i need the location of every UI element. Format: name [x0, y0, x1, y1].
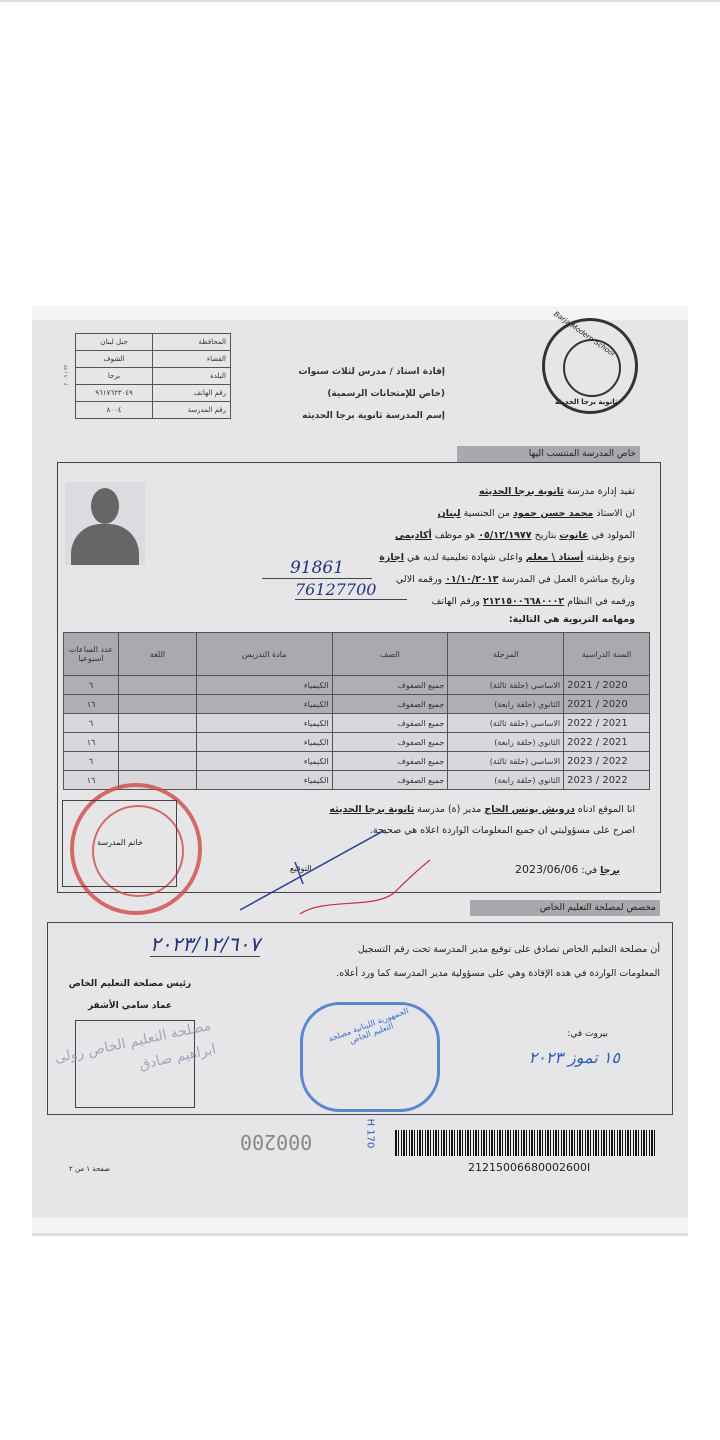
phone-handwritten: 76127700: [295, 580, 407, 600]
stamp-number: 000200: [240, 1130, 313, 1154]
logo-text-ar: ثانوية برجا الحديثة: [555, 398, 618, 406]
info-label: المحافظة: [153, 334, 231, 351]
duties-cell: الاساسي (حلقة ثالثة): [448, 714, 564, 733]
duties-cell: الثانوي (حلقة رابعة): [448, 771, 564, 790]
duties-cell: [118, 695, 196, 714]
duties-cell: جميع الصفوف: [332, 695, 448, 714]
info-value: الشوف: [76, 351, 153, 368]
duties-cell: الاساسي (حلقة ثالثة): [448, 752, 564, 771]
duties-cell: 2022 / 2023: [564, 771, 650, 790]
signature-label: التوقيع: [290, 864, 312, 873]
duties-cell: ٦: [64, 752, 119, 771]
section-school-tab: خاص المدرسة المنتسب اليها: [457, 446, 640, 462]
duties-cell: ١٦: [64, 695, 119, 714]
duties-header: مادة التدريس: [196, 633, 332, 676]
duties-cell: الثانوي (حلقة رابعة): [448, 733, 564, 752]
duties-cell: جميع الصفوف: [332, 752, 448, 771]
duties-cell: الكيمياء: [196, 771, 332, 790]
government-stamp-text: الجمهورية اللبنانية مصلحة التعليم الخاص: [327, 1006, 410, 1046]
barcode: [395, 1130, 655, 1156]
school-name-title: إسم المدرسة ثانوية برجا الحديثه: [302, 411, 445, 421]
logo-text-en: Barja Modern School: [552, 309, 617, 359]
duties-cell: الكيمياء: [196, 695, 332, 714]
duties-cell: [118, 752, 196, 771]
duties-cell: ٦: [64, 676, 119, 695]
duties-cell: جميع الصفوف: [332, 714, 448, 733]
form-code: ٣٢ / ٢٠٠٩: [63, 364, 70, 386]
doc-subtitle: (خاص للإمتحانات الرسمية): [327, 389, 445, 399]
barcode-number: 21215006680002600I: [468, 1161, 591, 1174]
beirut-date-label: بيروت في:: [567, 1029, 608, 1039]
duties-header: اللغة: [118, 633, 196, 676]
declaration-line-1: انا الموقع ادناه درويش يونس الحاج مدير (ة) مدرسة ثانوية برجا الحديثه: [329, 804, 635, 815]
duties-cell: الاساسي (حلقة ثالثة): [448, 676, 564, 695]
duties-cell: ٦: [64, 714, 119, 733]
duties-row: [64, 733, 650, 752]
doc-title: إفادة استاذ / مدرس لثلاث سنوات: [298, 367, 445, 377]
head-title: رئيس مصلحة التعليم الخاص: [68, 979, 192, 989]
registration-number-handwritten: ٢٠٢٣/١٢/٦٠٧: [150, 932, 261, 956]
stamp-label: خاتم المدرسة: [97, 838, 143, 847]
info-value: ٩٦١٧٦٢٣٠٤٩: [76, 385, 153, 402]
duties-cell: 2022 / 2023: [564, 752, 650, 771]
info-label: رقم المدرسة: [153, 402, 231, 419]
duties-cell: الثانوي (حلقة رابعة): [448, 695, 564, 714]
body-line-3: المولود في عانوت بتاريخ ٠٥/١٢/١٩٧٧ هو موظف أكاديمي: [395, 530, 635, 541]
duties-header: عدد الساعات اسبوعيا: [64, 633, 119, 676]
duties-cell: 2021 / 2022: [564, 714, 650, 733]
stamp-code: H 170: [364, 1118, 376, 1149]
duties-cell: جميع الصفوف: [332, 676, 448, 695]
duties-header: الصف: [332, 633, 448, 676]
section-private-education-tab: مخصص لمصلحة التعليم الخاص: [470, 900, 660, 916]
beirut-date-handwritten: ١٥ تموز ٢٠٢٣: [528, 1048, 620, 1067]
school-info-table: [75, 333, 231, 419]
duties-cell: [118, 676, 196, 695]
director-signature: [235, 822, 435, 922]
duties-cell: الكيمياء: [196, 752, 332, 771]
info-value: برجا: [76, 368, 153, 385]
info-value: ٨٠٠٤: [76, 402, 153, 419]
status-bar-divider: [0, 0, 720, 2]
body-line-5: وتاريخ مباشرة العمل في المدرسة ٠١/١٠/٢٠١٣ ورقمه الالي: [395, 574, 635, 585]
duties-row: [64, 752, 650, 771]
approval-line-2: المعلومات الواردة في هذه الإفادة وهي على مسؤولية مدير المدرسة كما ورد أعلاه.: [336, 968, 660, 979]
teacher-photo: [65, 482, 145, 565]
duties-cell: 2021 / 2022: [564, 733, 650, 752]
body-line-6: ورقمه في النظام ٢١٢١٥٠٠٦٦٨٠٠٠٢ ورقم الهاتف: [431, 596, 635, 607]
duties-cell: جميع الصفوف: [332, 771, 448, 790]
page-number: صفحة ١ من ٢: [68, 1165, 110, 1173]
body-line-1: تفيد إدارة مدرسة ثانوية برجا الحديثه: [478, 486, 635, 497]
duties-cell: ١٦: [64, 771, 119, 790]
duties-cell: الكيمياء: [196, 733, 332, 752]
body-line-4: ونوع وظيفته أستاذ \ معلم واعلى شهادة تعليمية لديه هي اجازة: [379, 552, 635, 563]
info-label: القضاء: [153, 351, 231, 368]
duties-cell: جميع الصفوف: [332, 733, 448, 752]
body-line-2: ان الاستاذ محمد حسن حمود من الجنسية لبنان: [437, 508, 635, 519]
duties-cell: 2020 / 2021: [564, 676, 650, 695]
head-name: عماد سامي الأشقر: [87, 1001, 173, 1011]
duties-cell: 2020 / 2021: [564, 695, 650, 714]
duties-cell: [118, 733, 196, 752]
duties-cell: الكيمياء: [196, 714, 332, 733]
auto-number-handwritten: 91861: [262, 558, 372, 579]
duties-table: [63, 632, 650, 790]
duties-row: [64, 695, 650, 714]
info-label: البلدة: [153, 368, 231, 385]
duties-cell: [118, 714, 196, 733]
duties-header: السنة الدراسية: [564, 633, 650, 676]
approval-line-1: أن مصلحة التعليم الخاص تصادق على توقيع مدير المدرسة تحت رقم التسجيل: [357, 944, 660, 955]
duties-heading: ومهامه التربوية هي التالية:: [508, 614, 635, 625]
duties-header: المرحلة: [448, 633, 564, 676]
signer-stamp: مصلحة التعليم الخاص رولى ابراهيم صادق: [53, 1017, 218, 1074]
declaration-line-2: اصرح على مسؤوليتي ان جميع المعلومات الواردة اعلاه هي صحيحة.: [369, 825, 635, 836]
duties-cell: الكيمياء: [196, 676, 332, 695]
duties-cell: ١٦: [64, 733, 119, 752]
duties-row: [64, 676, 650, 695]
duties-row: [64, 714, 650, 733]
info-value: جبل لبنان: [76, 334, 153, 351]
declaration-date: برجا في: 2023/06/06: [514, 863, 620, 876]
info-label: رقم الهاتف: [153, 385, 231, 402]
